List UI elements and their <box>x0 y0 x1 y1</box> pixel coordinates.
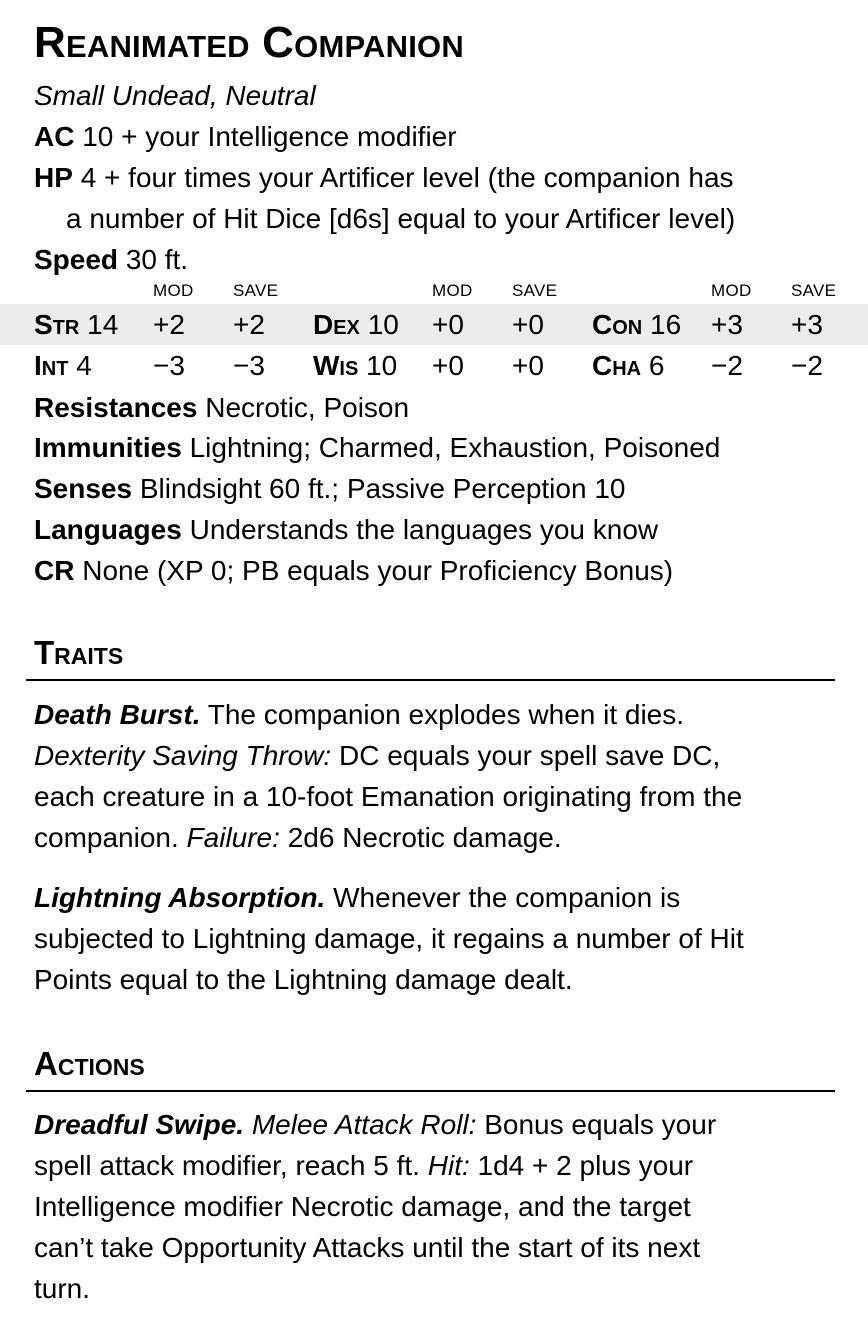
ability-str: Str 14 <box>34 309 119 340</box>
senses-value: Blindsight 60 ft.; Passive Perception 10 <box>139 473 626 504</box>
saving-throw-label: Dexterity Saving Throw: <box>34 740 332 771</box>
action-text: spell attack modifier, reach 5 ft. <box>34 1150 420 1181</box>
challenge-rating-line <box>34 550 673 591</box>
resistances-value: Necrotic, Poison <box>205 392 410 423</box>
senses-label: Senses <box>34 473 133 504</box>
traits-heading: Traits <box>34 634 124 671</box>
trait-text: each creature in a 10-foot Emanation originating from the <box>34 781 743 812</box>
ac-label: AC <box>34 121 75 152</box>
action-text: turn. <box>34 1273 91 1304</box>
ability-mod: +3 <box>711 309 743 340</box>
save-column-header: SAVE <box>791 281 837 300</box>
languages-line <box>34 509 658 550</box>
languages-value: Understands the languages you know <box>189 514 659 545</box>
ability-save: +2 <box>233 309 265 340</box>
ability-int: Int 4 <box>34 350 92 381</box>
hp-label: HP <box>34 162 73 193</box>
action-text: Intelligence modifier Necrotic damage, and the target <box>34 1191 691 1222</box>
action-text: can’t take Opportunity Attacks until the start of its next <box>34 1232 701 1263</box>
ability-wis: Wis 10 <box>313 350 398 381</box>
ac-value: 10 + your Intelligence modifier <box>82 121 457 152</box>
ability-cha: Cha 6 <box>592 350 665 381</box>
resistances-label: Resistances <box>34 392 198 423</box>
ability-mod: −2 <box>711 350 743 381</box>
mod-column-header: MOD <box>432 281 473 300</box>
ability-mod: +0 <box>432 350 464 381</box>
trait-text: subjected to Lightning damage, it regains a number of Hit <box>34 923 744 954</box>
speed-label: Speed <box>34 244 119 275</box>
ability-mod: +2 <box>153 309 185 340</box>
creature-type: Small Undead, Neutral <box>34 80 316 111</box>
armor-class-line <box>34 116 457 157</box>
cr-label: CR <box>34 555 75 586</box>
trait-name: Lightning Absorption. <box>34 882 326 913</box>
speed-value: 30 ft. <box>125 244 189 275</box>
action-name: Dreadful Swipe. <box>34 1109 245 1140</box>
immunities-label: Immunities <box>34 432 182 463</box>
action-text: Bonus equals your <box>484 1109 717 1140</box>
ability-row <box>0 345 868 386</box>
ability-save: −2 <box>791 350 823 381</box>
hit-label: Hit: <box>427 1150 470 1181</box>
attack-roll-label: Melee Attack Roll: <box>251 1109 477 1140</box>
ability-save: +0 <box>512 309 544 340</box>
failure-label: Failure: <box>186 822 280 853</box>
mod-column-header: MOD <box>711 281 752 300</box>
ability-con: Con 16 <box>592 309 682 340</box>
ability-save: −3 <box>233 350 265 381</box>
save-column-header: SAVE <box>233 281 279 300</box>
trait-text: DC equals your spell save DC, <box>339 740 721 771</box>
actions-heading: Actions <box>34 1045 145 1082</box>
speed-line <box>34 239 188 280</box>
ability-dex: Dex 10 <box>313 309 399 340</box>
resistances-line <box>34 387 409 428</box>
trait-death-burst <box>34 694 834 858</box>
senses-line <box>34 468 625 509</box>
trait-text: 2d6 Necrotic damage. <box>287 822 562 853</box>
ability-mod: −3 <box>153 350 185 381</box>
cr-value: None (XP 0; PB equals your Proficiency Bonus) <box>82 555 674 586</box>
immunities-line <box>34 427 720 468</box>
actions-divider <box>26 1090 835 1092</box>
trait-text: The companion explodes when it dies. <box>207 699 685 730</box>
mod-column-header: MOD <box>153 281 194 300</box>
languages-label: Languages <box>34 514 182 545</box>
trait-text: Whenever the companion is <box>333 882 681 913</box>
hit-points-line <box>34 157 834 239</box>
trait-text: companion. <box>34 822 179 853</box>
traits-divider <box>26 679 835 681</box>
ability-mod: +0 <box>432 309 464 340</box>
hp-value-line2: a number of Hit Dice [d6s] equal to your Artificer level) <box>66 203 736 234</box>
trait-name: Death Burst. <box>34 699 201 730</box>
action-text: 1d4 + 2 plus your <box>477 1150 694 1181</box>
immunities-value: Lightning; Charmed, Exhaustion, Poisoned <box>189 432 721 463</box>
action-dreadful-swipe <box>34 1104 834 1309</box>
ability-save: +3 <box>791 309 823 340</box>
ability-row <box>0 304 868 345</box>
ability-save: +0 <box>512 350 544 381</box>
trait-text: Points equal to the Lightning damage dealt. <box>34 964 573 995</box>
stat-block-title: Reanimated Companion <box>34 18 464 67</box>
trait-lightning-absorption <box>34 877 834 1000</box>
save-column-header: SAVE <box>512 281 558 300</box>
hp-value-line1: 4 + four times your Artificer level (the companion has <box>80 162 734 193</box>
